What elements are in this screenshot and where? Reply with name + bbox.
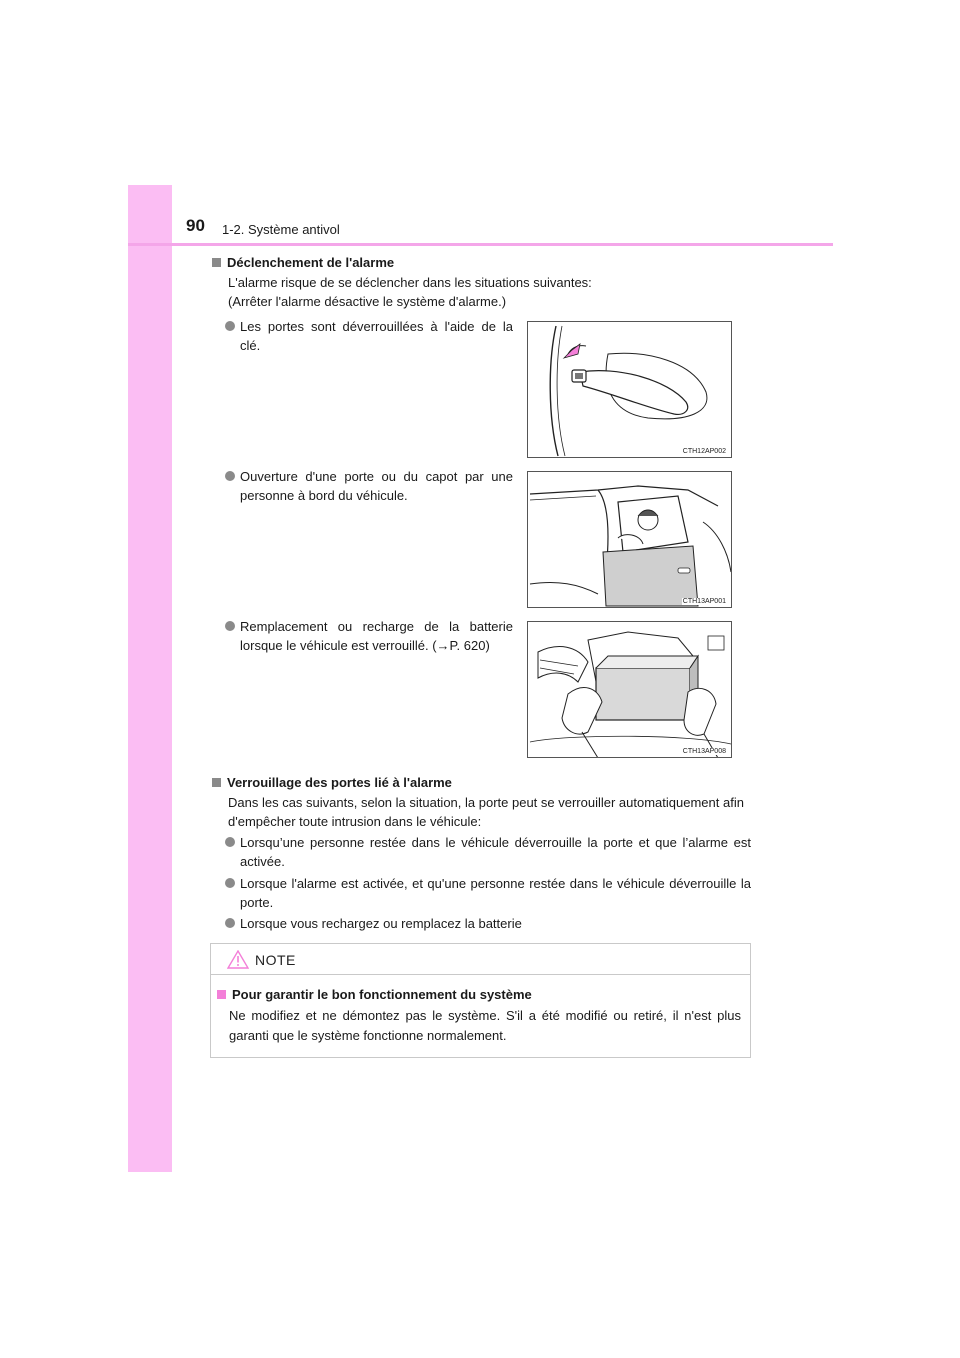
section-header: 1-2. Système antivol	[222, 222, 340, 237]
list-item: Lorsque l'alarme est activée, et qu'une personne restée dans le véhicule déverrouille la porte.	[240, 874, 751, 912]
alarm-trigger-title: Déclenchement de l'alarme	[212, 254, 394, 272]
bullet-icon	[225, 321, 235, 331]
chapter-sidebar-tab	[128, 185, 172, 1172]
header-rule	[128, 243, 833, 246]
note-square-icon	[217, 990, 226, 999]
alarm-trigger-intro: L'alarme risque de se déclencher dans les situations suivantes: (Arrêter l'alarme désactive le système d'alarme.)	[228, 275, 592, 309]
bullet-icon	[225, 621, 235, 631]
list-item: Les portes sont déverrouillées à l'aide de la clé.	[240, 317, 513, 355]
bullet-icon	[225, 918, 235, 928]
note-label: NOTE	[255, 952, 296, 968]
figure-code: CTH13AP001	[682, 598, 726, 605]
list-item: Lorsqu’une personne restée dans le véhicule déverrouille la porte et que l’alarme est activée.	[240, 833, 751, 871]
bullet-icon	[225, 837, 235, 847]
bullet-icon	[225, 878, 235, 888]
section-square-icon	[212, 778, 221, 787]
list-item: Ouverture d'une porte ou du capot par une personne à bord du véhicule.	[240, 467, 513, 505]
list-item: Remplacement ou recharge de la batterie lorsque le véhicule est verrouillé. (→P. 620)	[240, 617, 513, 655]
figure-code: CTH13AP008	[682, 748, 726, 755]
note-header	[211, 944, 750, 975]
figure-person-in-vehicle	[527, 471, 732, 608]
door-lock-title: Verrouillage des portes lié à l'alarme	[212, 774, 452, 792]
note-box	[210, 943, 751, 1058]
warning-triangle-icon	[227, 950, 249, 969]
bullet-icon	[225, 471, 235, 481]
figure-code: CTH12AP002	[682, 448, 726, 455]
battery-illustration	[528, 622, 732, 758]
door-lock-intro: Dans les cas suivants, selon la situation, la porte peut se verrouiller automatiquement afin d'empêcher toute intrusion dans le véhicule:	[228, 795, 744, 829]
list-item: Lorsque vous rechargez ou remplacez la batterie	[240, 914, 751, 933]
note-title: Pour garantir le bon fonctionnement du système	[217, 987, 532, 1002]
vehicle-occupant-illustration	[528, 472, 732, 608]
section-square-icon	[212, 258, 221, 267]
note-text: Ne modifiez et ne démontez pas le système. S'il a été modifié ou retiré, il n'est plus garanti que le système fonctionne normalement.	[229, 1008, 741, 1043]
figure-door-key-unlock	[527, 321, 732, 458]
figure-battery-replacement	[527, 621, 732, 758]
door-handle-illustration	[528, 322, 732, 458]
page-number: 90	[186, 216, 205, 235]
